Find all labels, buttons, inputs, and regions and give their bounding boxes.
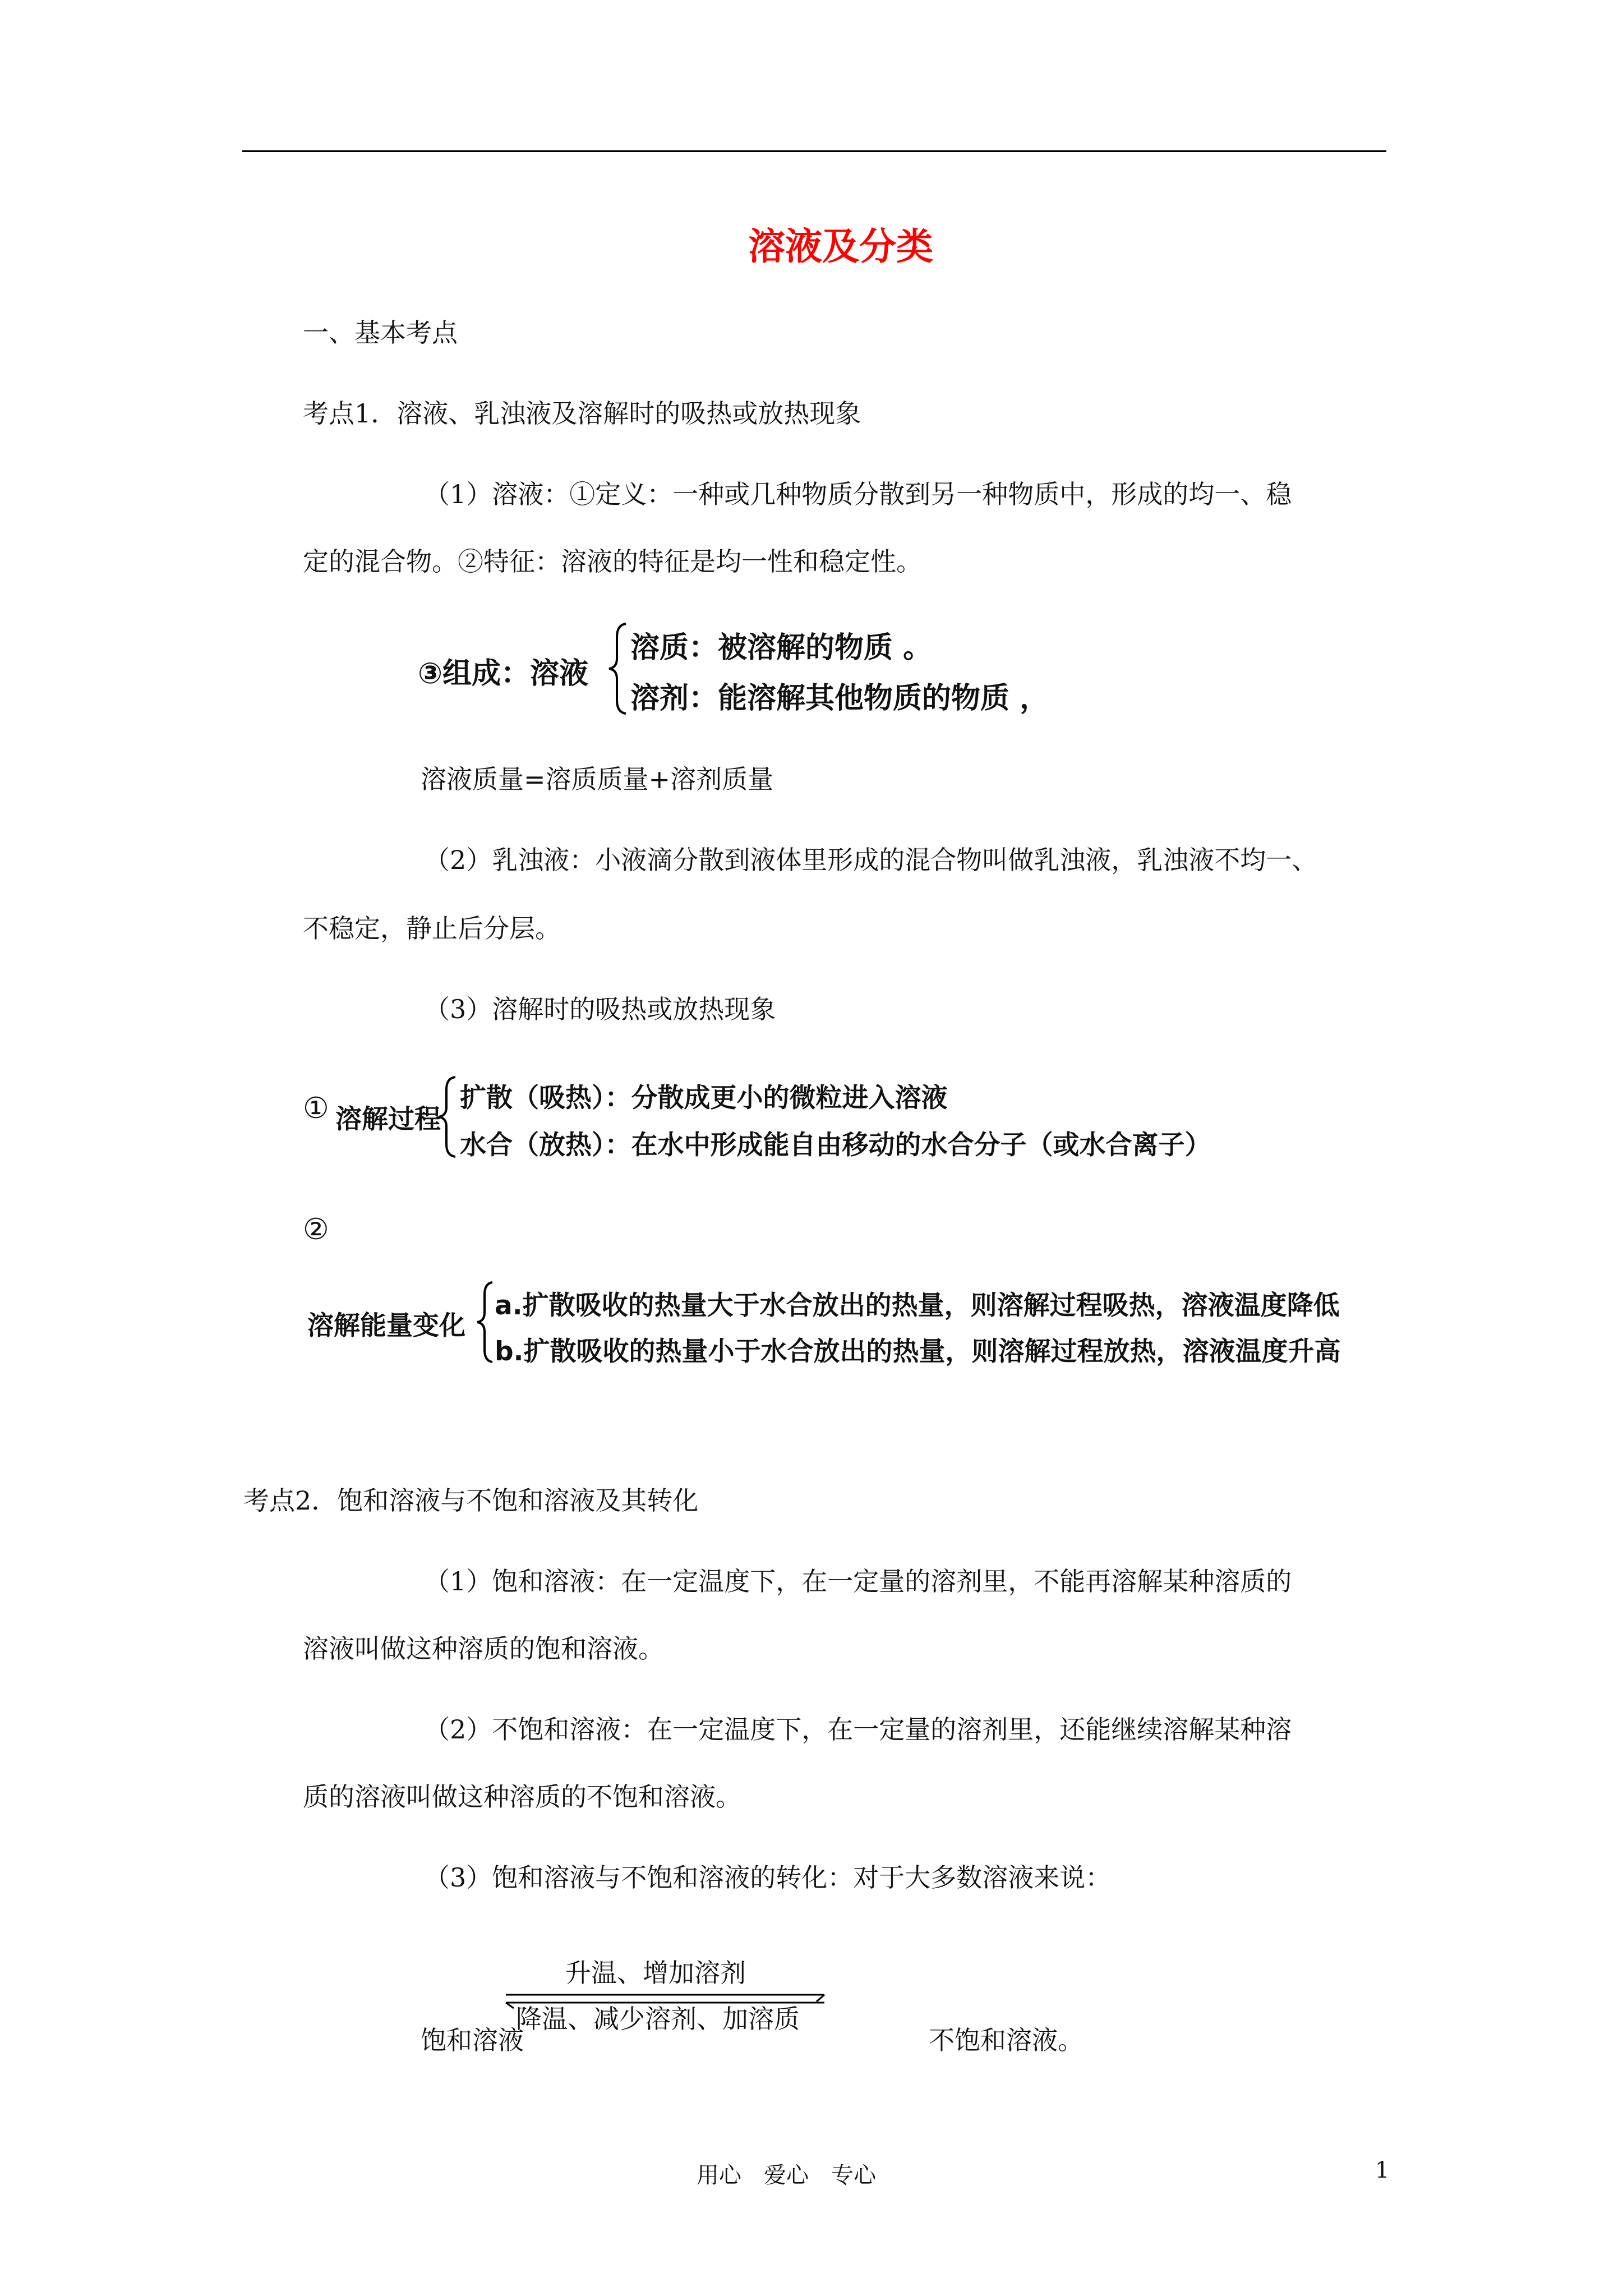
conversion-top-label: 升温、增加溶剂: [565, 1958, 746, 1988]
mass-formula: 溶液质量=溶质质量+溶剂质量: [421, 764, 774, 794]
composition-solvent: 溶剂：能溶解其他物质的物质 ，: [630, 682, 1049, 715]
composition-label: ③组成：溶液: [418, 657, 589, 691]
kp2-p1-line1: （1）饱和溶液：在一定温度下，在一定量的溶剂里，不能再溶解某种溶质的: [424, 1566, 1292, 1596]
energy-brace-icon: [476, 1280, 496, 1364]
energy-circle-number: ②: [303, 1213, 329, 1246]
kp1-heading: 考点1．溶液、乳浊液及溶解时的吸热或放热现象: [303, 398, 861, 429]
energy-case-a: a.扩散吸收的热量大于水合放出的热量，则溶解过程吸热，溶液温度降低: [495, 1290, 1340, 1321]
kp1-p3: （3）溶解时的吸热或放热现象: [424, 994, 776, 1024]
process-label: 溶解过程: [335, 1104, 441, 1135]
composition-brace-icon: [607, 622, 629, 716]
conversion-left-term: 饱和溶液: [421, 2025, 524, 2055]
conversion-right-term: 不饱和溶液。: [929, 2025, 1083, 2055]
conversion-bottom-label: 降温、减少溶剂、加溶质: [516, 2004, 800, 2034]
footer-motto: 用心 爱心 专心: [697, 2162, 876, 2188]
process-diffusion: 扩散（吸热）：分散成更小的微粒进入溶液: [460, 1083, 948, 1114]
page-number: 1: [1375, 2157, 1390, 2183]
kp1-p1-line2: 定的混合物。②特征：溶液的特征是均一性和稳定性。: [303, 546, 922, 577]
kp2-p3: （3）饱和溶液与不饱和溶液的转化：对于大多数溶液来说：: [424, 1862, 1112, 1893]
header-rule: [242, 150, 1386, 152]
kp1-p2-line1: （2）乳浊液：小液滴分散到液体里形成的混合物叫做乳浊液，乳浊液不均一、: [424, 845, 1318, 875]
kp2-p1-line2: 溶液叫做这种溶质的饱和溶液。: [303, 1634, 664, 1664]
kp2-heading: 考点2．饱和溶液与不饱和溶液及其转化: [243, 1485, 699, 1516]
composition-solute: 溶质：被溶解的物质 。: [630, 631, 933, 665]
energy-label: 溶解能量变化: [307, 1310, 465, 1341]
process-circle-number: ①: [303, 1092, 329, 1125]
section-heading: 一、基本考点: [303, 318, 458, 348]
process-hydration: 水合（放热）：在水中形成能自由移动的水合分子（或水合离子）: [460, 1130, 1211, 1161]
energy-case-b: b.扩散吸收的热量小于水合放出的热量，则溶解过程放热，溶液温度升高: [495, 1336, 1341, 1367]
page-title: 溶液及分类: [748, 224, 933, 268]
kp1-p2-line2: 不稳定，静止后分层。: [303, 913, 561, 944]
kp2-p2-line1: （2）不饱和溶液：在一定温度下，在一定量的溶剂里，还能继续溶解某种溶: [424, 1714, 1292, 1745]
kp2-p2-line2: 质的溶液叫做这种溶质的不饱和溶液。: [303, 1782, 741, 1812]
kp1-p1-line1: （1）溶液：①定义：一种或几种物质分散到另一种物质中，形成的均一、稳: [424, 479, 1292, 509]
process-brace-icon: [436, 1075, 459, 1159]
